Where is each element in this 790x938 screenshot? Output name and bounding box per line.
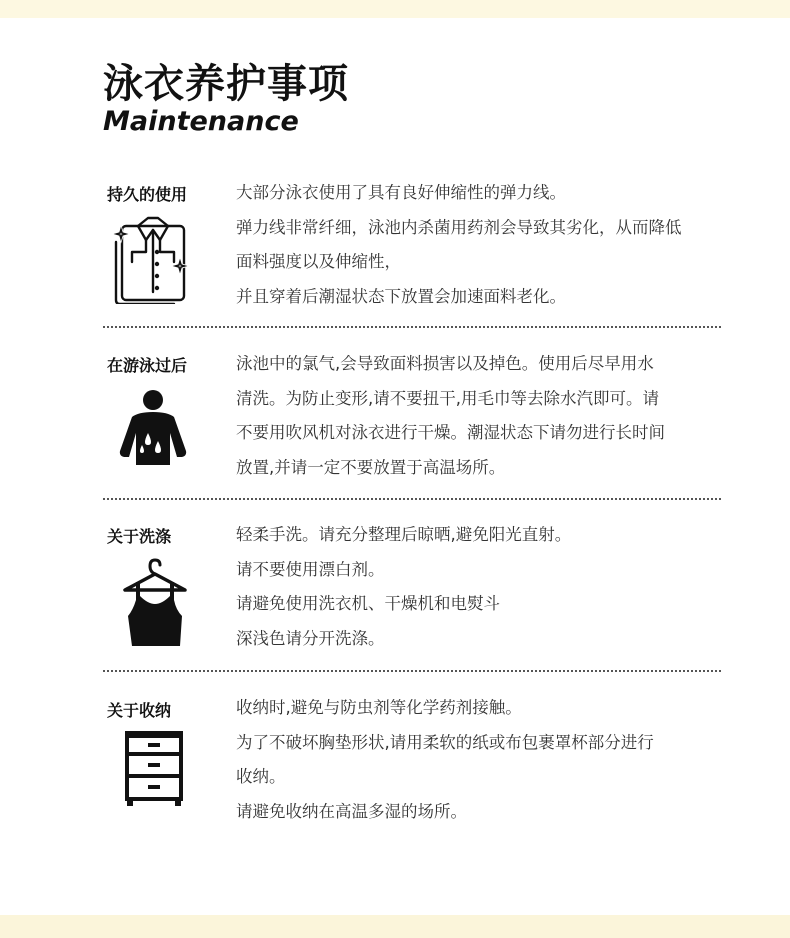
section-label: 持久的使用 xyxy=(107,185,188,204)
text-line: 深浅色请分开洗涤。 xyxy=(236,628,385,648)
text-line: 收纳。 xyxy=(236,767,286,786)
section-text xyxy=(236,347,736,485)
wet-person-icon xyxy=(118,389,188,469)
text-line: 大部分泳衣使用了具有良好伸缩性的弹力线。 xyxy=(236,183,566,202)
section-text xyxy=(236,518,736,656)
text-line: 放置,并请一定不要放置于高温场所。 xyxy=(236,457,506,477)
page-subtitle: Maintenance xyxy=(103,106,299,137)
text-line: 轻柔手洗。请充分整理后晾晒,避免阳光直射。 xyxy=(236,525,572,544)
section-text xyxy=(236,176,736,314)
hanger-top-icon xyxy=(122,552,188,654)
text-line: 请避免收纳在高温多湿的场所。 xyxy=(236,801,467,821)
page-title: 泳衣养护事项 xyxy=(103,61,349,107)
text-line: 面料强度以及伸缩性， xyxy=(236,252,401,271)
divider xyxy=(103,326,721,328)
text-line: 泳池中的氯气,会导致面料损害以及掉色。使用后尽早用水 xyxy=(236,354,654,373)
section-text xyxy=(236,691,736,829)
text-line: 请避免使用洗衣机、干燥机和电熨斗 xyxy=(236,594,500,613)
section-label: 关于洗涤 xyxy=(107,527,172,546)
text-line: 收纳时,避免与防虫剂等化学药剂接触。 xyxy=(236,698,522,717)
text-line: 不要用吹风机对泳衣进行干燥。潮湿状态下请勿进行长时间 xyxy=(236,423,665,442)
text-line: 为了不破坏胸垫形状,请用柔软的纸或布包裹罩杯部分进行 xyxy=(236,732,654,752)
text-line: 清洗。为防止变形,请不要扭干,用毛巾等去除水汽即可。请 xyxy=(236,388,659,408)
bottom-band xyxy=(0,915,790,938)
top-band xyxy=(0,0,790,18)
divider xyxy=(103,670,721,672)
folded-shirt-icon xyxy=(110,212,194,308)
text-line: 弹力线非常纤细，泳池内杀菌用药剂会导致其劣化，从而降低 xyxy=(236,217,682,237)
section-label: 关于收纳 xyxy=(107,701,172,720)
text-line: 并且穿着后潮湿状态下放置会加速面料老化。 xyxy=(236,286,566,306)
divider xyxy=(103,498,721,500)
text-line: 请不要使用漂白剂。 xyxy=(236,559,385,579)
drawer-cabinet-icon xyxy=(124,731,184,811)
section-label: 在游泳过后 xyxy=(107,356,188,375)
